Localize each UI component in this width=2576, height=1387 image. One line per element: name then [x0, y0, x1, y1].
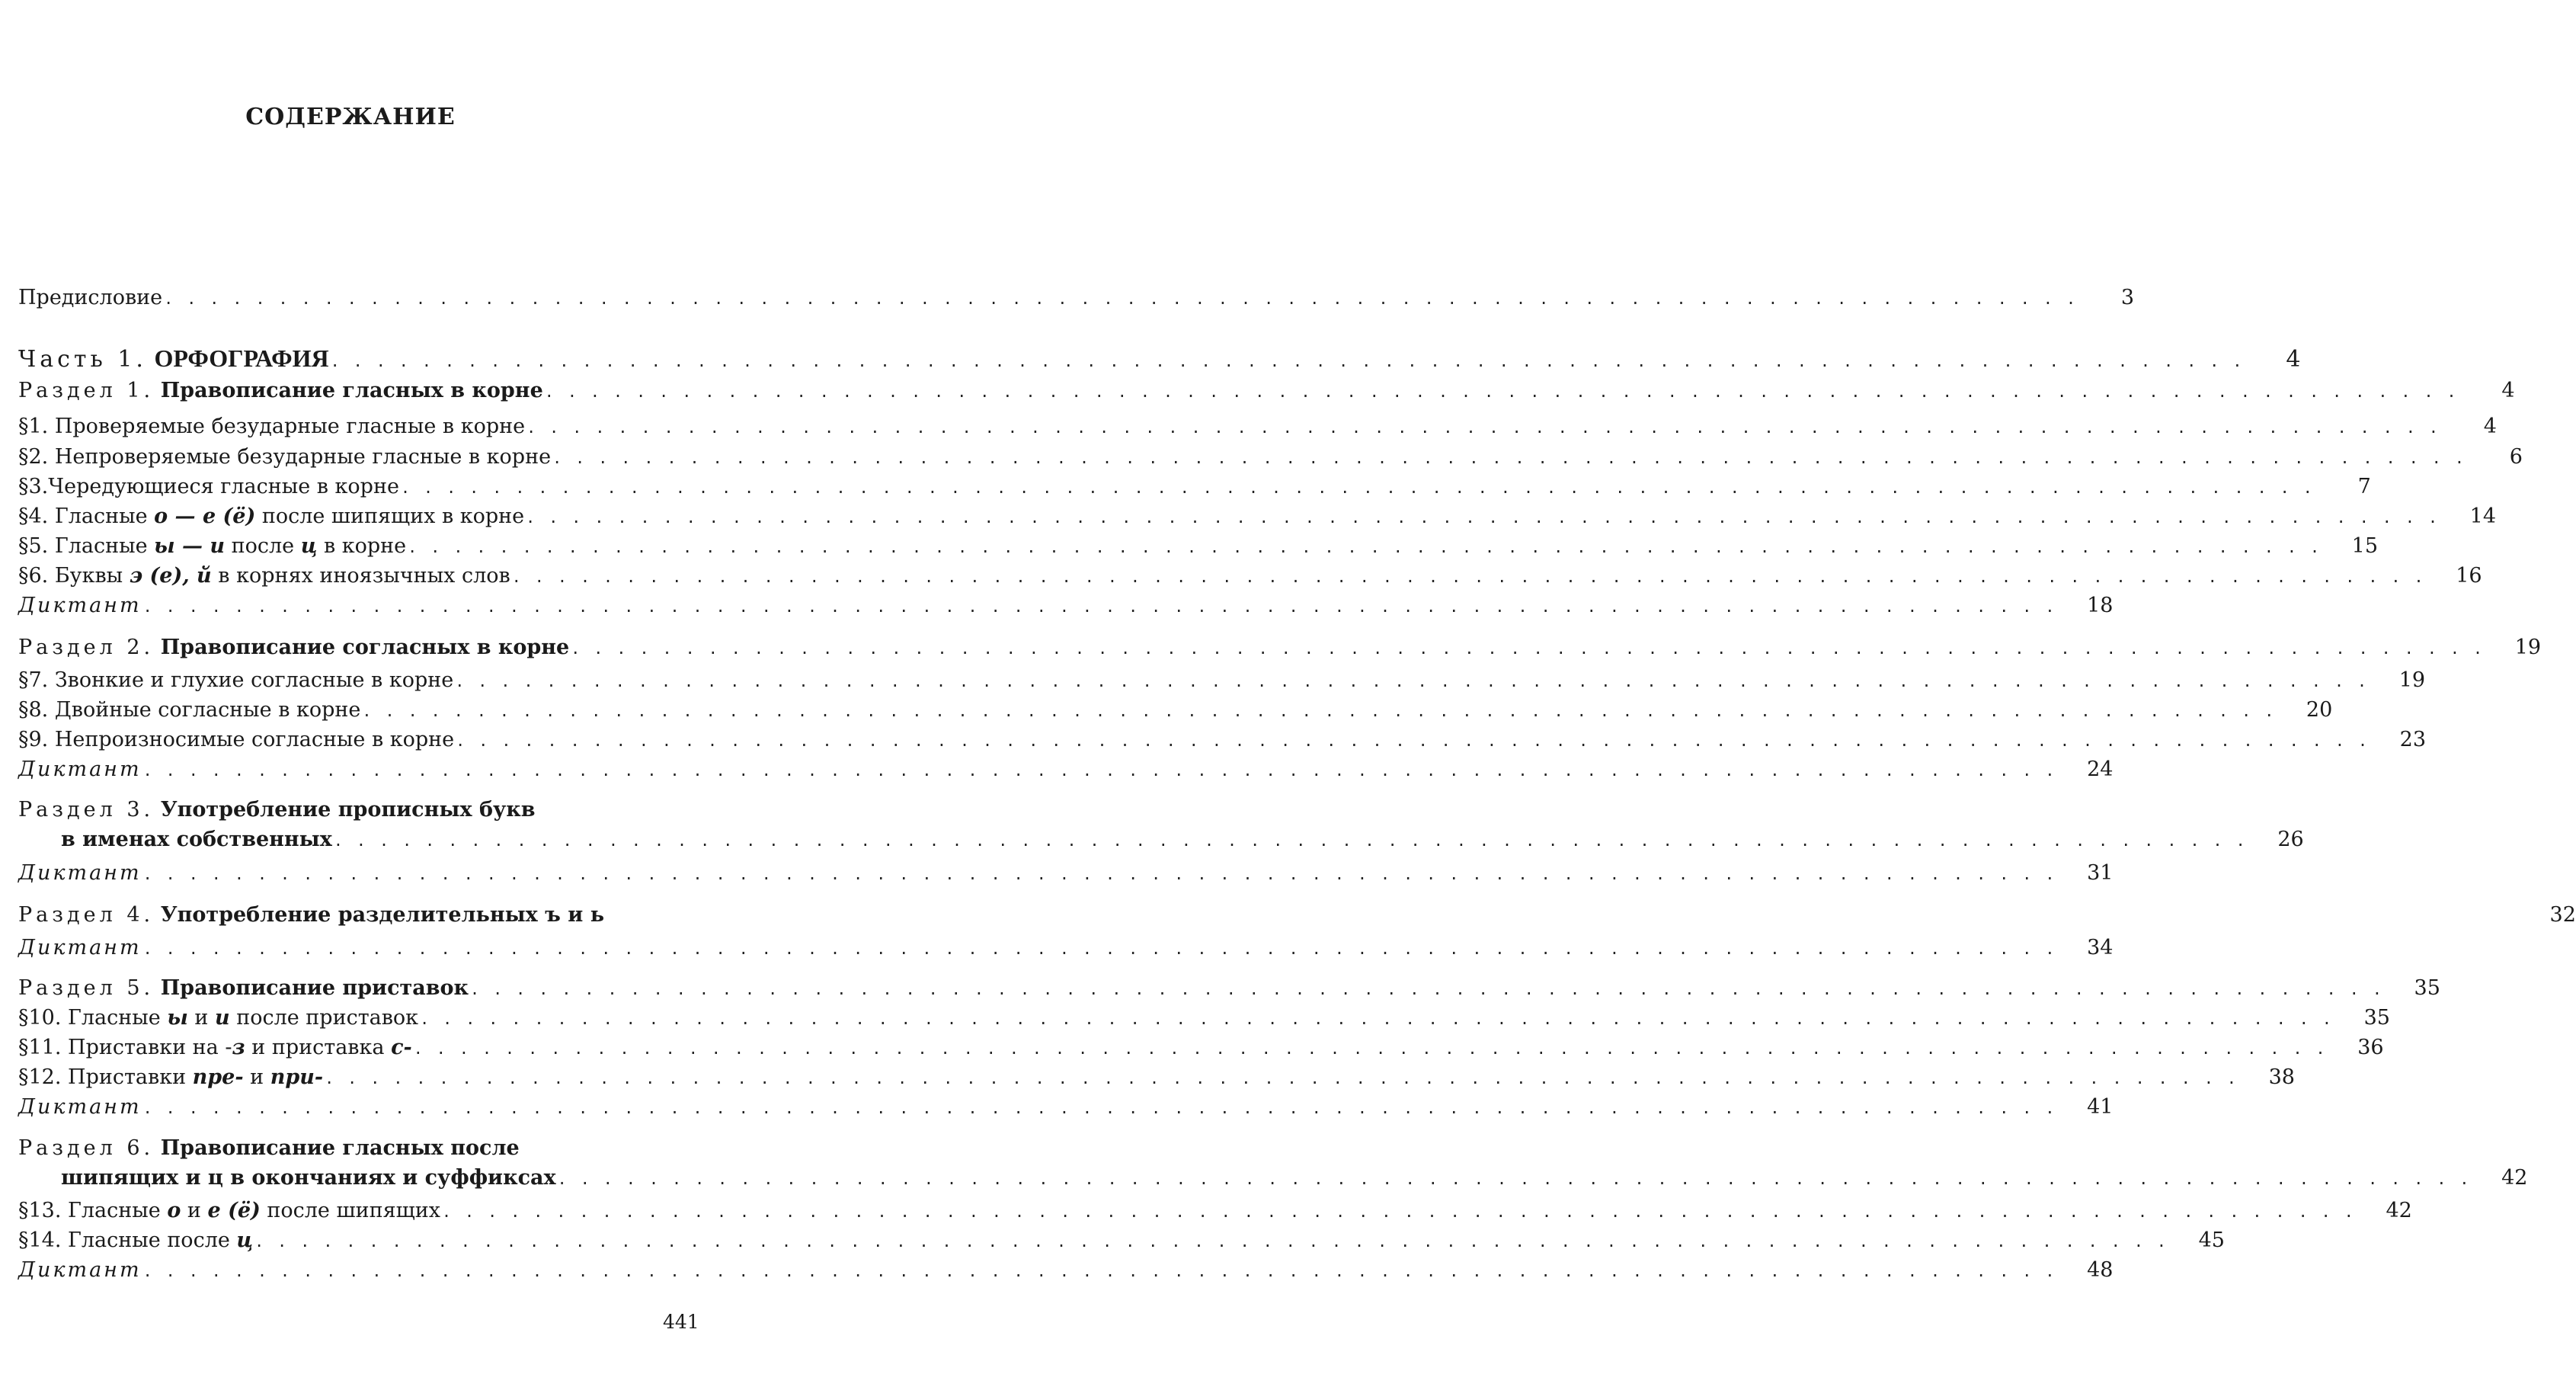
entry-text: Диктант	[18, 1258, 142, 1282]
toc-entry-p7	[18, 668, 2426, 692]
page-title: СОДЕРЖАНИЕ	[245, 104, 456, 130]
page-ref: 31	[2087, 861, 2114, 885]
dot-leader: . . . . . . . . . . . . . . . . . . . . . . . . . . . . . . . . . . . . . . . . . . . . . . . . . . . . . . . . . . . . . . . . . . . . . . . . . . . . . . . . . . . .	[526, 508, 2440, 527]
dot-leader: . . . . . . . . . . . . . . . . . . . . . . . . . . . . . . . . . . . . . . . . . . . . . . . . . . . . . . . . . . . . . . . . . . . . . . . . . . . . . . . . . . . .	[142, 1099, 2057, 1117]
dot-leader: . . . . . . . . . . . . . . . . . . . . . . . . . . . . . . . . . . . . . . . . . . . . . . . . . . . . . . . . . . . . . . . . . . . . . . . . . . . . . . . . . . . .	[526, 418, 2440, 437]
entry-text: после шипящих	[260, 1199, 440, 1222]
entry-text: после приставок	[229, 1006, 419, 1030]
toc-entry-dictation-3	[18, 861, 2114, 885]
entry-text: в корнях иноязычных слов	[211, 564, 510, 588]
toc-entry-section1	[18, 379, 2515, 402]
dot-leader: . . . . . . . . . . . . . . . . . . . . . . . . . . . . . . . . . . . . . . . . . . . . . . . . . . . . . . . . . . . . . . . . . . . . . . . . . . . . . . . . . . . .	[456, 732, 2370, 750]
page-ref: 23	[2399, 728, 2427, 751]
entry-emphasis: пре-	[192, 1065, 244, 1089]
dot-leader: . . . . . . . . . . . . . . . . . . . . . . . . . . . . . . . . . . . . . . . . . . . . . . . . . . . . . . . . . . . . . . . . . . . . . . . . . . . . . . . . . . . .	[511, 568, 2426, 586]
section-title: Правописание гласных в корне	[160, 379, 543, 402]
section-label: Раздел 1.	[18, 379, 155, 402]
entry-text: §12. Приставки	[18, 1065, 193, 1089]
dot-leader: . . . . . . . . . . . . . . . . . . . . . . . . . . . . . . . . . . . . . . . . . . . . . . . . . . . . . . . . . . . . . . . . . . . . . . . . . . . . . . . . . . . .	[362, 702, 2277, 720]
section-title-cont: в именах собственных	[61, 828, 332, 851]
dot-leader: . . . . . . . . . . . . . . . . . . . . . . . . . . . . . . . . . . . . . . . . . . . . . . . . . . . . . . . . . . . . . . . . . . . . . . . . . . . . . . . . . . . .	[420, 1010, 2334, 1028]
dot-leader: . . . . . . . . . . . . . . . . . . . . . . . . . . . . . . . . . . . . . . . . . . . . . . . . . . . . . . . . . . . . . . . . . . . . . . . . . . . . . . . . . . . .	[571, 639, 2485, 658]
entry-emphasis: ц	[236, 1228, 254, 1252]
entry-text: Диктант	[18, 594, 142, 617]
page-ref: 38	[2268, 1065, 2295, 1089]
entry-text: и приставка	[245, 1036, 392, 1059]
entry-text: §8. Двойные согласные в корне	[18, 698, 361, 722]
page-ref: 34	[2087, 936, 2114, 959]
toc-entry-p11	[18, 1036, 2384, 1059]
entry-text: Диктант	[18, 861, 142, 885]
dot-leader: . . . . . . . . . . . . . . . . . . . . . . . . . . . . . . . . . . . . . . . . . . . . . . . . . . . . . . . . . . . . . . . . . . . . . . . . . . . . . . . . . . . .	[455, 672, 2370, 690]
entry-text: §6. Буквы	[18, 564, 130, 588]
page-ref: 45	[2198, 1228, 2225, 1252]
page-number: 441	[663, 1311, 699, 1333]
toc-entry-part1	[18, 344, 2301, 373]
page-ref: 4	[2501, 379, 2515, 402]
dot-leader: . . . . . . . . . . . . . . . . . . . . . . . . . . . . . . . . . . . . . . . . . . . . . . . . . . . . . . . . . . . . . . . . . . . . . . . . . . . . . . . . . . . .	[557, 1170, 2472, 1188]
page-ref: 16	[2456, 564, 2482, 588]
entry-emphasis: при-	[270, 1065, 324, 1089]
page-ref: 42	[2501, 1166, 2528, 1190]
toc-entry-p5	[18, 534, 2379, 558]
page-ref: 18	[2087, 594, 2114, 617]
entry-text: после	[225, 534, 301, 558]
page-ref: 4	[2286, 346, 2301, 373]
page-ref: 4	[2483, 415, 2497, 438]
dot-leader: . . . . . . . . . . . . . . . . . . . . . . . . . . . . . . . . . . . . . . . . . . . . . . . . . . . . . . . . . . . . . . . . . . . . . . . . . . . . . . . . . . . .	[142, 865, 2057, 883]
dot-leader: . . . . . . . . . . . . . . . . . . . . . . . . . . . . . . . . . . . . . . . . . . . . . . . . . . . . . . . . . . . . . . . . . . . . . . . . . . . . . . . . . . . .	[333, 831, 2248, 850]
entry-text: §13. Гласные	[18, 1199, 168, 1222]
entry-text: Предисловие	[18, 286, 163, 309]
toc-entry-p12	[18, 1065, 2295, 1089]
section-label: Раздел 3.	[18, 798, 155, 822]
part-label: Часть 1.	[18, 346, 147, 373]
entry-emphasis: ы	[167, 1006, 188, 1030]
toc-entry-dictation-6	[18, 1258, 2114, 1282]
entry-emphasis: ц	[300, 534, 318, 558]
toc-entry-preface	[18, 286, 2134, 309]
entry-emphasis: и	[214, 1006, 230, 1030]
page-ref: 14	[2469, 505, 2496, 528]
dot-leader: . . . . . . . . . . . . . . . . . . . . . . . . . . . . . . . . . . . . . . . . . . . . . . . . . . . . . . . . . . . . . . . . . . . . . . . . . . . . . . . . . . . .	[552, 449, 2466, 467]
page-ref: 26	[2277, 828, 2304, 851]
toc-entry-section5	[18, 976, 2440, 1000]
toc-entry-p10	[18, 1006, 2390, 1030]
dot-leader: . . . . . . . . . . . . . . . . . . . . . . . . . . . . . . . . . . . . . . . . . . . . . . . . . . . . . . . . . . . . . . . . . . . . . . . . . . . . . . . . . . . .	[408, 538, 2322, 556]
page-ref: 15	[2351, 534, 2379, 558]
entry-text: §14. Гласные после	[18, 1228, 237, 1252]
entry-text: и	[187, 1006, 215, 1030]
toc-entry-section3	[18, 798, 713, 822]
toc-entry-dictation-2	[18, 758, 2114, 781]
toc-entry-p1	[18, 415, 2497, 438]
dot-leader: . . . . . . . . . . . . . . . . . . . . . . . . . . . . . . . . . . . . . . . . . . . . . . . . . . . . . . . . . . . . . . . . . . . . . . . . . . . . . . . . . . . .	[254, 1232, 2168, 1251]
section-title: Употребление разделительных ъ и ь	[160, 903, 605, 927]
page-ref: 19	[2514, 636, 2542, 659]
entry-emphasis: о	[167, 1199, 181, 1222]
section-title: Правописание согласных в корне	[160, 636, 570, 659]
dot-leader: . . . . . . . . . . . . . . . . . . . . . . . . . . . . . . . . . . . . . . . . . . . . . . . . . . . . . . . . . . . . . . . . . . . . . . . . . . . . . . . . . . . .	[330, 352, 2245, 370]
entry-text: Диктант	[18, 758, 142, 781]
dot-leader: . . . . . . . . . . . . . . . . . . . . . . . . . . . . . . . . . . . . . . . . . . . . . . . . . . . . . . . . . . . . . . . . . . . . . . . . . . . . . . . . . . . .	[470, 980, 2384, 998]
toc-entry-p4	[18, 505, 2496, 528]
section-title: Правописание гласных после	[160, 1136, 520, 1160]
entry-text: §7. Звонкие и глухие согласные в корне	[18, 668, 454, 692]
entry-text: после шипящих в корне	[255, 505, 525, 528]
entry-text: §9. Непроизносимые согласные в корне	[18, 728, 455, 751]
page-ref: 35	[2414, 976, 2440, 1000]
section-label: Раздел 4.	[18, 903, 155, 927]
toc-entry-p6	[18, 564, 2482, 588]
page-ref: 19	[2398, 668, 2426, 692]
page-ref: 48	[2087, 1258, 2114, 1282]
entry-text: в корне	[317, 534, 407, 558]
section-label: Раздел 6.	[18, 1136, 155, 1160]
entry-text: и	[243, 1065, 270, 1089]
dot-leader: . . . . . . . . . . . . . . . . . . . . . . . . . . . . . . . . . . . . . . . . . . . . . . . . . . . . . . . . . . . . . . . . . . . . . . . . . . . . . . . . . . . .	[142, 1262, 2057, 1280]
toc-entry-dictation-4	[18, 936, 2114, 959]
section-title-cont: шипящих и ц в окончаниях и суффиксах	[61, 1166, 556, 1190]
dot-leader: . . . . . . . . . . . . . . . . . . . . . . . . . . . . . . . . . . . . . . . . . . . . . . . . . . . . . . . . . . . . . . . . . . . . . . . . . . . . . . . . . . . .	[441, 1203, 2356, 1221]
page-ref: 41	[2087, 1095, 2114, 1119]
dot-leader: . . . . . . . . . . . . . . . . . . . . . . . . . . . . . . . . . . . . . . . . . . . . . . . . . . . . . . . . . . . . . . . . . . . . . . . . . . . . . . . . . . . .	[142, 761, 2057, 780]
page-ref: 20	[2306, 698, 2333, 722]
toc-entry-section3-cont	[61, 828, 2304, 851]
page-ref: 32	[2549, 903, 2576, 927]
section-title: Употребление прописных букв	[160, 798, 536, 822]
page-ref: 6	[2509, 445, 2523, 469]
entry-emphasis: е (ё)	[207, 1199, 261, 1222]
entry-emphasis: э (е), й	[129, 564, 212, 588]
entry-text: §5. Гласные	[18, 534, 155, 558]
dot-leader: . . . . . . . . . . . . . . . . . . . . . . . . . . . . . . . . . . . . . . . . . . . . . . . . . . . . . . . . . . . . . . . . . . . . . . . . . . . . . . . . . . . .	[164, 290, 2078, 308]
dot-leader: . . . . . . . . . . . . . . . . . . . . . . . . . . . . . . . . . . . . . . . . . . . . . . . . . . . . . . . . . . . . . . . . . . . . . . . . . . . . . . . . . . . .	[544, 383, 2459, 401]
page-ref: 36	[2357, 1036, 2384, 1059]
part-title: ОРФОГРАФИЯ	[154, 344, 329, 372]
toc-entry-dictation-5	[18, 1095, 2114, 1119]
section-title: Правописание приставок	[160, 976, 469, 1000]
section-label: Раздел 2.	[18, 636, 155, 659]
toc-entry-p14	[18, 1228, 2225, 1252]
entry-emphasis: о — е (ё)	[154, 505, 256, 528]
toc-entry-p8	[18, 698, 2333, 722]
page-ref: 24	[2087, 758, 2114, 781]
page-ref: 42	[2386, 1199, 2412, 1222]
entry-text: §4. Гласные	[18, 505, 155, 528]
entry-text: §1. Проверяемые безударные гласные в корне	[18, 415, 526, 438]
page-ref: 35	[2363, 1006, 2390, 1030]
toc-entry-section6	[18, 1136, 713, 1160]
entry-text: Диктант	[18, 936, 142, 959]
toc-entry-p2	[18, 445, 2523, 469]
entry-text: §10. Гласные	[18, 1006, 168, 1030]
toc-entry-p13	[18, 1199, 2412, 1222]
toc-entry-dictation-1	[18, 594, 2114, 617]
section-label: Раздел 5.	[18, 976, 155, 1000]
toc-entry-p9	[18, 728, 2427, 751]
entry-text: и	[181, 1199, 208, 1222]
dot-leader: . . . . . . . . . . . . . . . . . . . . . . . . . . . . . . . . . . . . . . . . . . . . . . . . . . . . . . . . . . . . . . . . . . . . . . . . . . . . . . . . . . . .	[413, 1039, 2328, 1058]
dot-leader: . . . . . . . . . . . . . . . . . . . . . . . . . . . . . . . . . . . . . . . . . . . . . . . . . . . . . . . . . . . . . . . . . . . . . . . . . . . . . . . . . . . .	[325, 1069, 2238, 1087]
entry-emphasis: с-	[391, 1036, 412, 1059]
dot-leader: . . . . . . . . . . . . . . . . . . . . . . . . . . . . . . . . . . . . . . . . . . . . . . . . . . . . . . . . . . . . . . . . . . . . . . . . . . . . . . . . . . . .	[142, 940, 2057, 958]
toc-entry-section4	[18, 903, 2576, 927]
entry-emphasis: ы — и	[154, 534, 226, 558]
toc-entry-section2	[18, 636, 2542, 659]
entry-emphasis: з	[232, 1036, 245, 1059]
toc-entry-section6-cont	[61, 1166, 2528, 1190]
entry-text: §11. Приставки на -	[18, 1036, 232, 1059]
entry-text: §2. Непроверяемые безударные гласные в корне	[18, 445, 552, 469]
page-ref: 3	[2120, 286, 2134, 309]
page-ref: 7	[2357, 475, 2371, 498]
dot-leader: . . . . . . . . . . . . . . . . . . . . . . . . . . . . . . . . . . . . . . . . . . . . . . . . . . . . . . . . . . . . . . . . . . . . . . . . . . . . . . . . . . . .	[400, 479, 2315, 497]
dot-leader: . . . . . . . . . . . . . . . . . . . . . . . . . . . . . . . . . . . . . . . . . . . . . . . . . . . . . . . . . . . . . . . . . . . . . . . . . . . . . . . . . . . .	[142, 597, 2057, 616]
toc-entry-p3	[18, 475, 2371, 498]
entry-text: §3.Чередующиеся гласные в корне	[18, 475, 399, 498]
entry-text: Диктант	[18, 1095, 142, 1119]
